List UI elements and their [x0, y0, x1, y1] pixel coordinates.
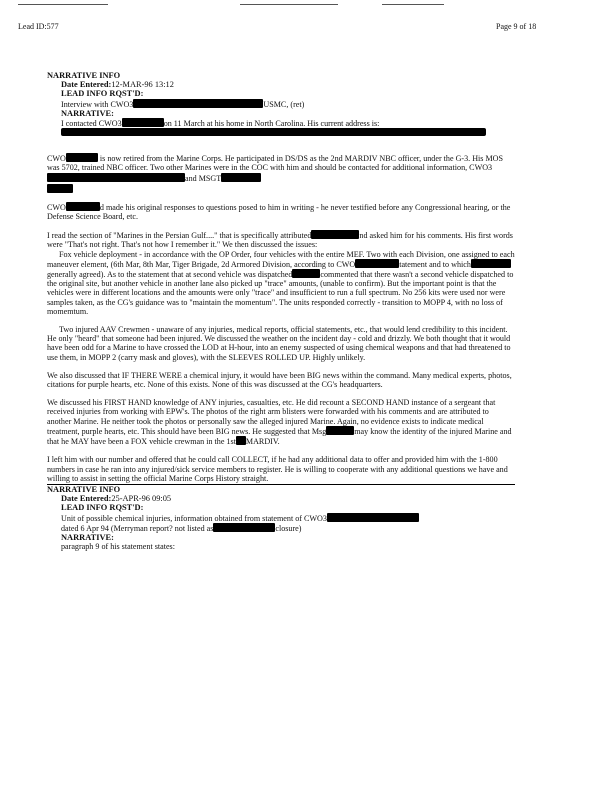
redaction-bar [311, 230, 359, 239]
lead-info-requested-text [47, 513, 515, 533]
narrative-text: paragraph 9 of his statement states: [61, 542, 175, 552]
paragraph-collect: I left him with our number and offered that he could call COLLECT, if he had any additional data to offer and provided him with the 1-800 numbers in case he ran into any injured/sick service members to register. He is willing to cooperate with any additional questions we have and willing to assist in setting the official Marine Corps History straight. [47, 455, 508, 483]
text-fragment: closure) [275, 523, 302, 533]
narrative-section-1 [47, 71, 515, 483]
page-number: Page 9 of 18 [496, 22, 537, 31]
text-fragment: Unit of possible chemical injuries, information obtained from statement of CWO3 [61, 513, 327, 523]
text-fragment: generally agreed). As to the statement that at second vehicle was dispatched [47, 270, 293, 280]
paragraph-issues [47, 230, 515, 316]
text-fragment: I read the section of "Marines in the Persian Gulf...." that is specifically attributed [47, 231, 312, 241]
paragraph-aav-crewmen: Two injured AAV Crewmen - unaware of any injuries, medical reports, official statements, etc., that would lend credibility to this incident. He only "heard" that someone had been injured. We discussed the weather on the incident day - cold and drizzly. We both thought that it would have been odd for a Marine to have crossed the LOD at H-hour, into an enemy suspected of using chemical weapons and that had threatened to use them, in MOPP 2 (carry mask and gloves), with the SLEEVES ROLLED UP. Highly unlikely. [47, 325, 511, 362]
date-entered-label: Date Entered: [61, 80, 112, 90]
document-body [47, 67, 515, 551]
redaction-bar [213, 523, 275, 532]
section-title: NARRATIVE INFO [47, 484, 121, 494]
redacted-address [61, 128, 486, 136]
date-entered [47, 80, 515, 89]
date-entered-value: 12-MAR-96 13:12 [111, 80, 174, 90]
text-fragment: MARDIV. [245, 437, 280, 447]
scan-edge-line [382, 4, 444, 5]
text-fragment: may know the identity of the injured Marine and that he MAY have been a FOX vehicle crewman in the 1st [47, 426, 512, 447]
text-fragment: CWO [47, 154, 66, 164]
redaction-bar [327, 513, 419, 522]
redaction-bar [122, 118, 164, 127]
redaction-bar [471, 259, 511, 268]
text-fragment: CWO [47, 202, 66, 212]
narrative-section-2 [47, 485, 515, 551]
paragraph-first-hand [47, 398, 515, 446]
redaction-bar [326, 426, 354, 435]
text-fragment: is now retired from the Marine Corps. He participated in DS/DS as the 2nd MARDIV NBC officer, under the G-3. His MOS was 5702, trained NBC officer. Two other Marines were in the COC with him and should be contacted for additional information, CWO3 [47, 154, 504, 173]
redaction-bar [355, 259, 399, 268]
redaction-bar [66, 153, 98, 162]
date-entered-value: 25-APR-96 09:05 [111, 494, 172, 504]
text-fragment: Fox vehicle deployment - in accordance with the OP Order, four vehicles with the entire MEF. Two with each Division, one assigned to each maneuver element, (6th Mar, 8th Mar, Tiger Brigade, 2d Armored Division, according to CWO [47, 249, 515, 269]
text-fragment: d made his original responses to questions posed to him in writing - he never testified before any Congressional hearing, or the Defense Science Board, etc. [47, 202, 511, 222]
date-entered [47, 494, 515, 503]
scan-edge-line [18, 4, 108, 5]
text-fragment: I contacted CWO3 [61, 119, 122, 129]
narrative-intro [47, 118, 515, 128]
lead-info-requested-text [47, 99, 515, 109]
date-entered-label: Date Entered: [61, 494, 112, 504]
paragraph-retired [47, 153, 515, 193]
paragraph-big-news: We also discussed that IF THERE WERE a chemical injury, it would have been BIG news within the command. Many medical experts, photos, citations for purple hearts, etc. None of this exists. None of this was discussed at the CG's headquarters. [47, 370, 512, 390]
text-fragment: We discussed his FIRST HAND knowledge of ANY injuries, casualties, etc. He did recount a SECOND HAND instance of a sergeant that received injuries from working with EPW's. The photos of the right arm blisters were forwarded with his comments and are attributed to another Marine. He neither took the photos or personally saw the alleged injured Marine. Again, no evidence exists to indicate medical treatment, purple hearts, etc. This should have been BIG news. He suggested that Msg [47, 398, 496, 436]
text-fragment: dated 6 Apr 94 (Merryman report? not listed as [61, 523, 214, 533]
redaction-bar [292, 269, 320, 278]
section-title: NARRATIVE INFO [47, 71, 121, 80]
text-fragment: commented that there wasn't a second vehicle dispatched to the original site, but another vehicle in another lane also picked up "trace" amounts, (unable to confirm). But the important point is that the vehicles were in different locations and the amounts were only "trace" and insufficient to run a full spectrum. No 256 kits were used nor were samples taken, as the CG's guidance was to "maintain the momentum". The units responded correctly - transition to MOPP 4, with no loss of momemtum. [47, 270, 514, 316]
text-fragment: and MSGT [185, 173, 222, 183]
redaction-bar [66, 202, 100, 211]
redaction-bar [236, 436, 246, 445]
redaction-bar [47, 184, 73, 193]
narrative-label: NARRATIVE: [61, 532, 114, 542]
paragraph-responses [47, 202, 515, 221]
text-fragment: Interview with CWO3 [61, 99, 134, 109]
redaction-bar [47, 173, 185, 182]
redaction-bar [133, 99, 263, 108]
text-fragment: USMC, (ret) [263, 99, 305, 109]
text-fragment: tatement and to which [399, 259, 471, 269]
redaction-bar [221, 173, 261, 182]
text-fragment: nd asked him for his comments. His first words were "That's not right. That's not how I remember it." We then discussed the issues: [47, 231, 513, 250]
lead-info-requested-label: LEAD INFO RQST'D: [61, 503, 144, 513]
scan-edge-line [240, 4, 338, 5]
lead-id: Lead ID:577 [18, 22, 59, 31]
lead-info-requested-label: LEAD INFO RQST'D: [61, 89, 144, 99]
text-fragment: on 11 March at his home in North Carolina. His current address is: [163, 119, 380, 129]
narrative-label: NARRATIVE: [61, 108, 114, 118]
